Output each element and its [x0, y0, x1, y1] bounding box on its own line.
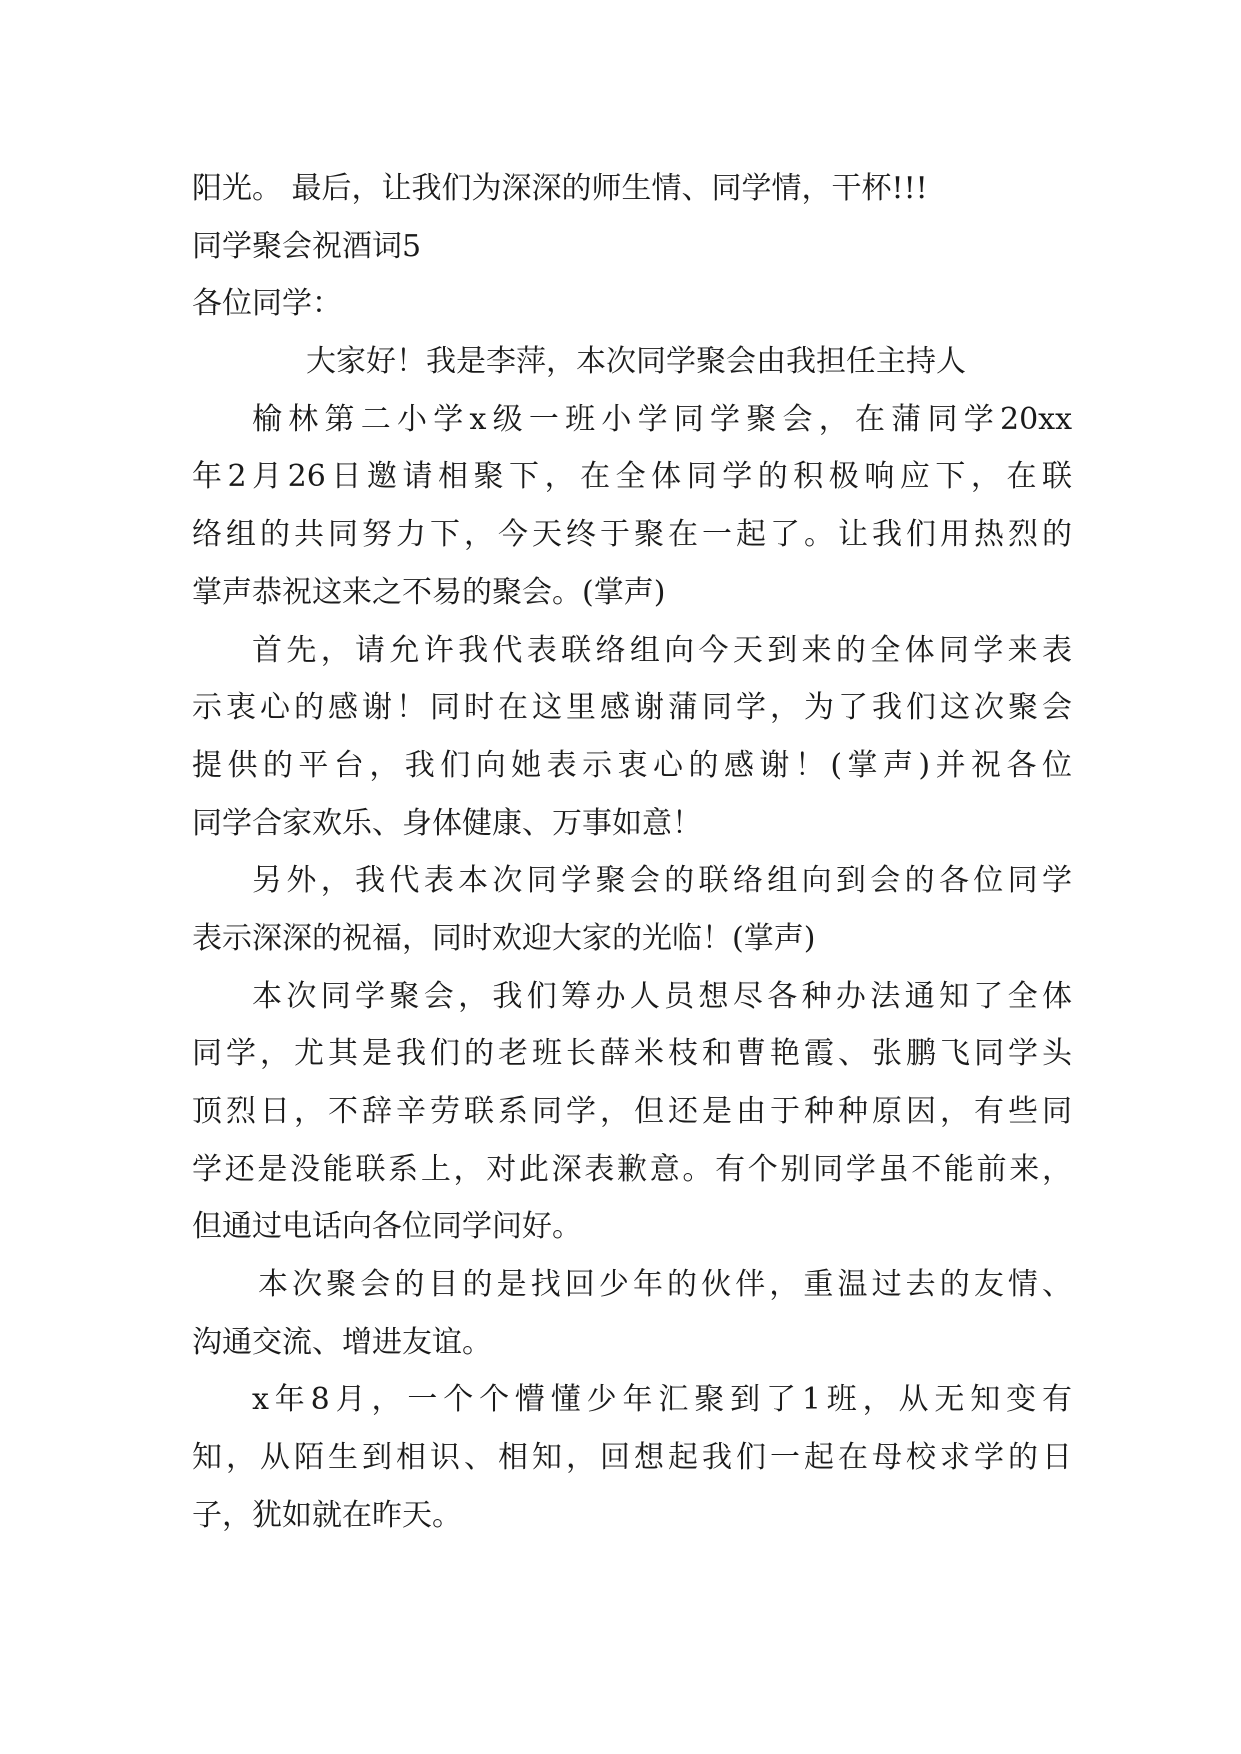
text-line: 本次同学聚会，我们筹办人员想尽各种办法通知了全体 — [252, 978, 1072, 1014]
text-line: 示衷心的感谢！同时在这里感谢蒲同学，为了我们这次聚会 — [192, 690, 1072, 726]
text-line: 本次聚会的目的是找回少年的伙伴，重温过去的友情、 — [258, 1267, 1072, 1303]
text-line: 络组的共同努力下，今天终于聚在一起了。让我们用热烈的 — [192, 517, 1072, 553]
text-line: 大家好！我是李萍，本次同学聚会由我担任主持人 — [306, 344, 966, 380]
text-line: 年2月26日邀请相聚下，在全体同学的积极响应下，在联 — [192, 459, 1072, 495]
section-heading: 同学聚会祝酒词5 — [192, 228, 422, 264]
text-line: 子，犹如就在昨天。 — [192, 1497, 462, 1533]
text-line: 同学，尤其是我们的老班长薛米枝和曹艳霞、张鹏飞同学头 — [192, 1036, 1072, 1072]
document-body — [192, 160, 1072, 1545]
text-line: 表示深深的祝福，同时欢迎大家的光临！(掌声) — [192, 920, 816, 956]
text-line: 知，从陌生到相识、相知，回想起我们一起在母校求学的日 — [192, 1440, 1072, 1476]
text-line: 但通过电话向各位同学问好。 — [192, 1209, 582, 1245]
text-line: 同学合家欢乐、身体健康、万事如意！ — [192, 805, 702, 841]
text-line: 掌声恭祝这来之不易的聚会。(掌声) — [192, 574, 666, 610]
text-line: 阳光。 最后，让我们为深深的师生情、同学情，干杯!!! — [192, 171, 928, 206]
text-line: 学还是没能联系上，对此深表歉意。有个别同学虽不能前来， — [192, 1151, 1072, 1187]
salutation: 各位同学： — [192, 286, 342, 322]
text-line: 顶烈日，不辞辛劳联系同学，但还是由于种种原因，有些同 — [192, 1094, 1072, 1129]
text-line: 沟通交流、增进友谊。 — [192, 1324, 492, 1360]
text-line: 榆林第二小学x级一班小学同学聚会，在蒲同学20xx — [252, 401, 1072, 437]
text-line: 提供的平台，我们向她表示衷心的感谢！(掌声)并祝各位 — [192, 747, 1072, 783]
text-line: x年8月，一个个懵懂少年汇聚到了1班，从无知变有 — [252, 1382, 1072, 1418]
text-line: 另外，我代表本次同学聚会的联络组向到会的各位同学 — [252, 863, 1072, 899]
text-line: 首先，请允许我代表联络组向今天到来的全体同学来表 — [252, 632, 1072, 668]
